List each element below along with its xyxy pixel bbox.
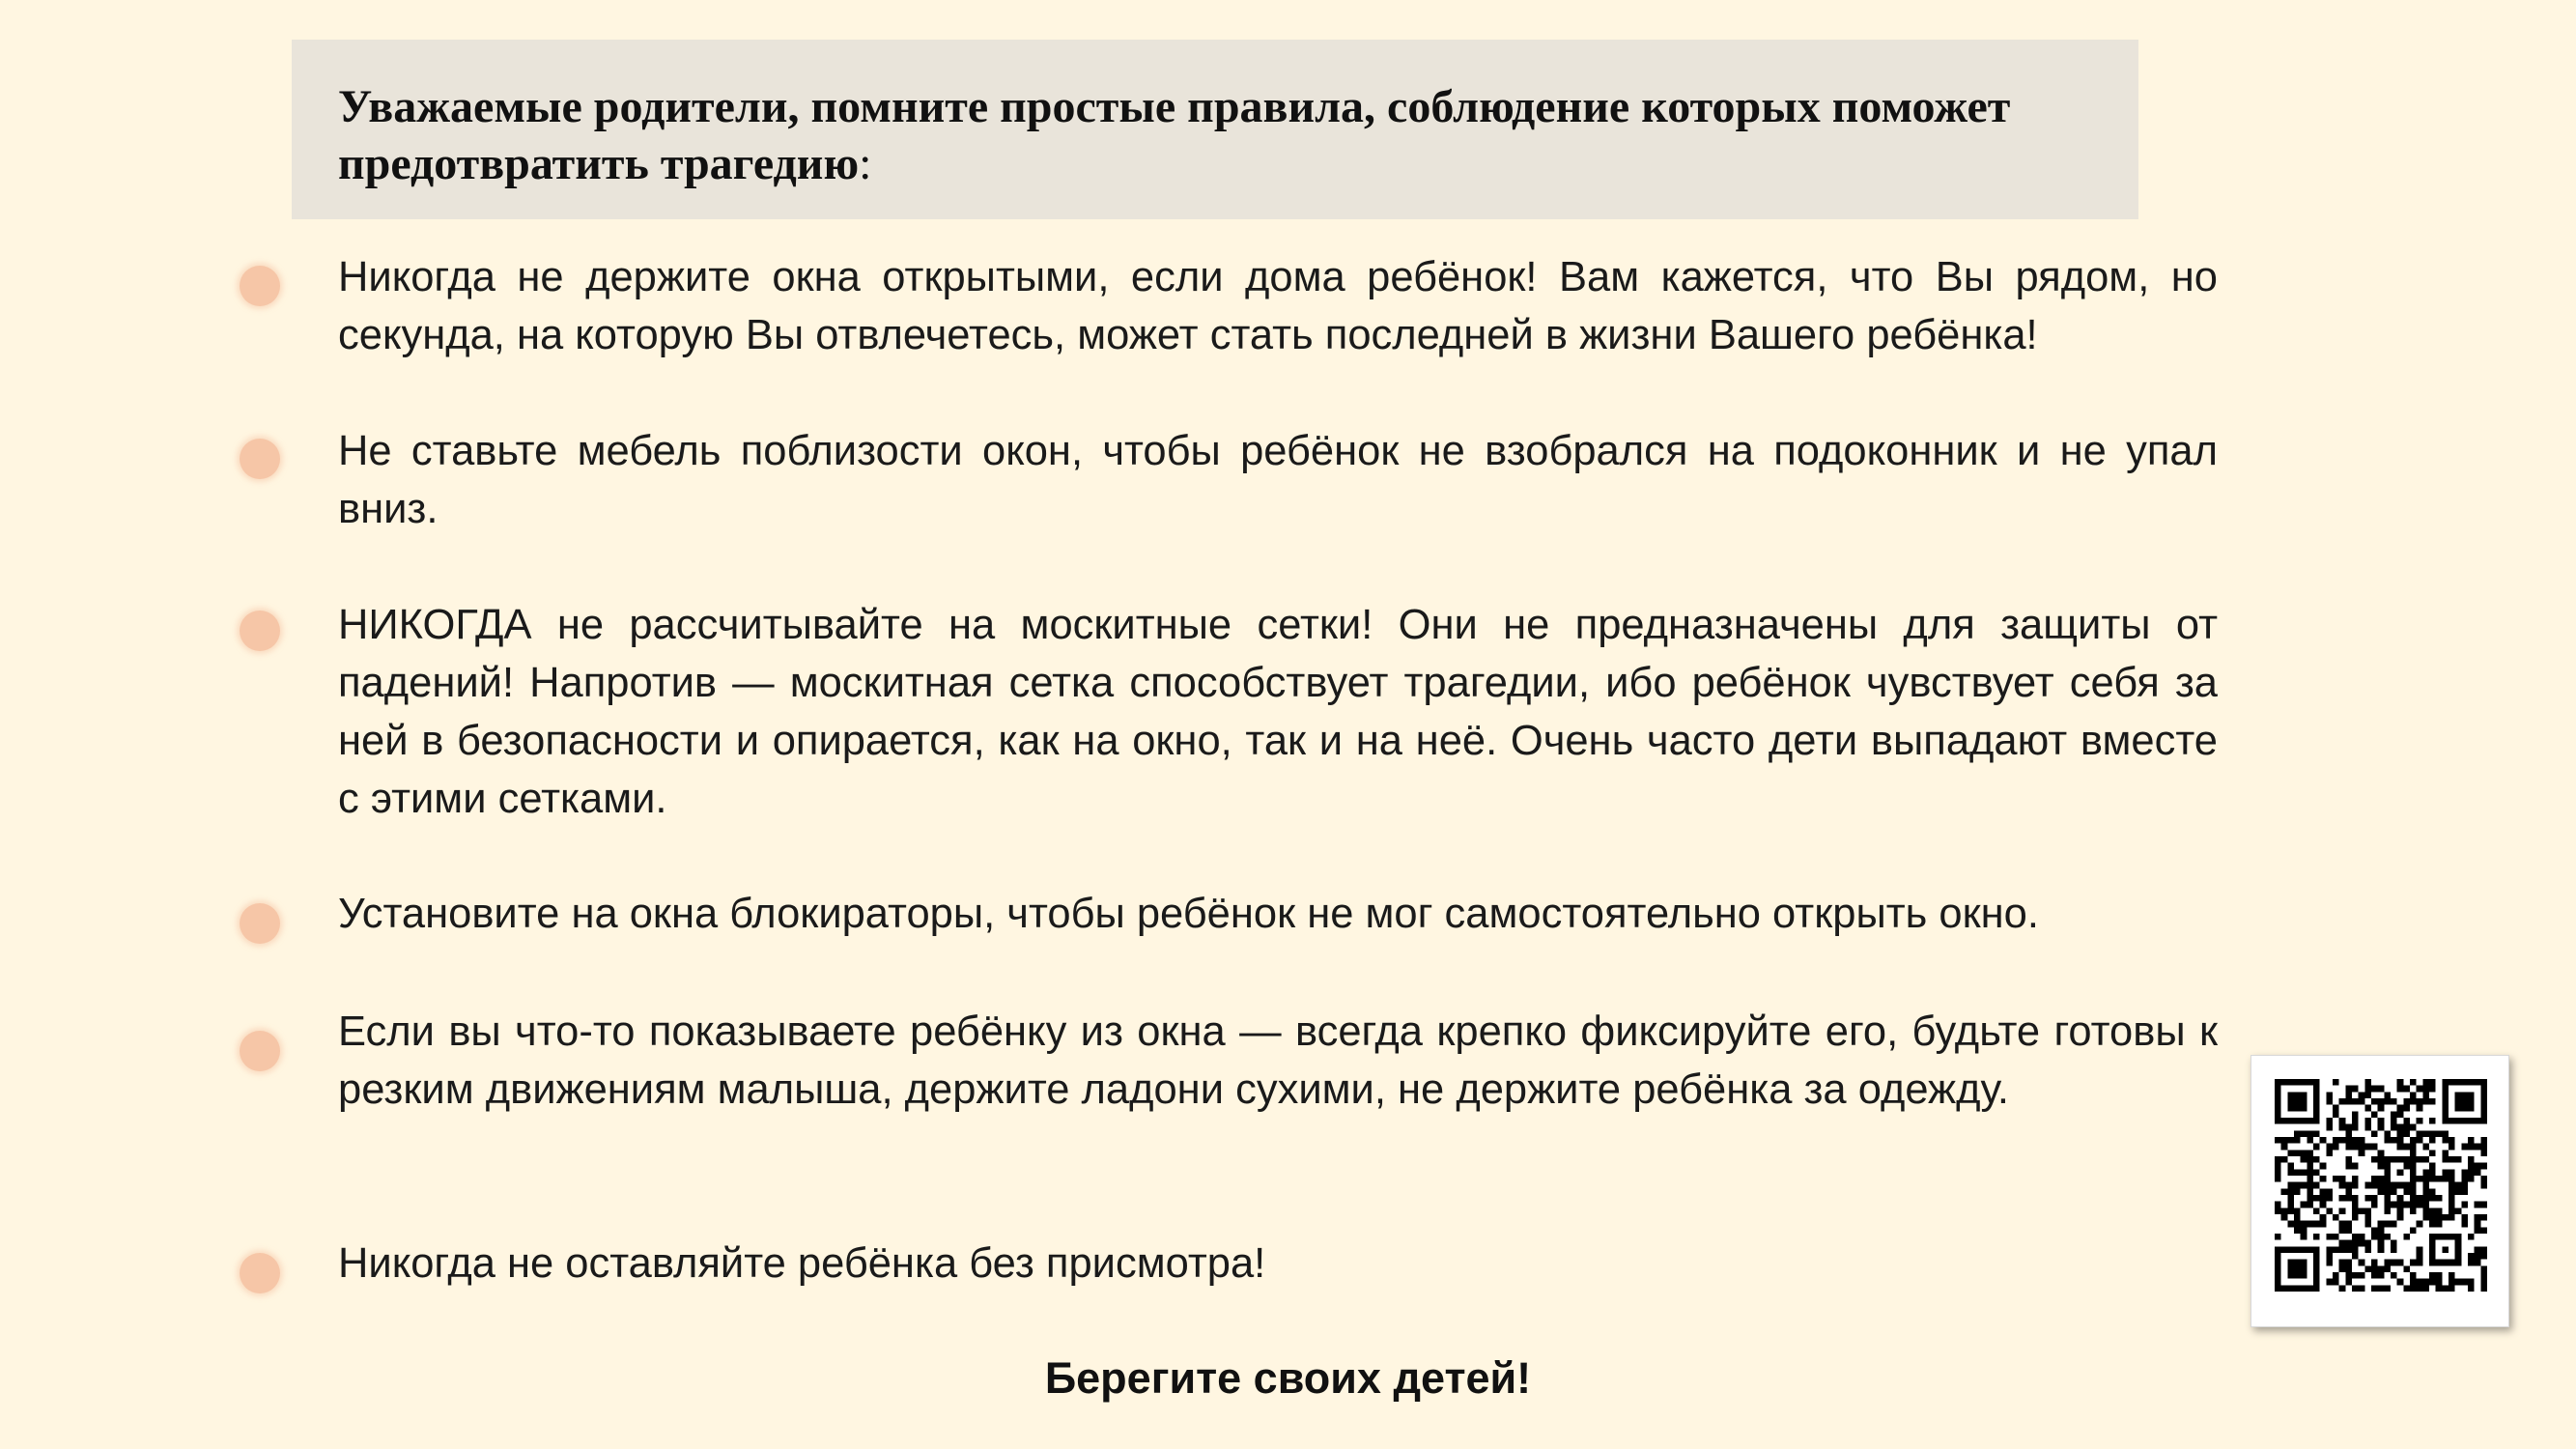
header-title-text: Уважаемые родители, помните простые правила, соблюдение которых поможет предотвратить трагедию [338,81,2011,189]
header-title-colon: : [859,138,872,189]
bullet-dot-icon [240,611,280,651]
bullet-dot-icon [240,266,280,306]
rule-item: НИКОГДА не рассчитывайте на москитные сетки! Они не предназначены для защиты от падений! Напротив — москитная сетка способствует трагедии, ибо ребёнок чувствует себя за ней в безопасности и опирается, как на окно, так и на неё. Очень часто дети выпадают вместе с этими сетками. [338,602,2218,822]
rule-item: Если вы что-то показываете ребёнку из окна — всегда крепко фиксируйте его, будьте готовы к резким движениям малыша, держите ладони сухими, не держите ребёнка за одежду. [338,1009,2218,1113]
rule-item: Установите на окна блокираторы, чтобы ребёнок не мог самостоятельно открыть окно. [338,891,2039,937]
footer-slogan: Берегите своих детей! [1044,1353,1532,1403]
bullet-dot-icon [240,1031,280,1071]
bullet-dot-icon [240,439,280,479]
rule-item: Не ставьте мебель поблизости окон, чтобы ребёнок не взобрался на подоконник и не упал вниз. [338,428,2218,532]
bullet-dot-icon [240,903,280,944]
rule-item: Никогда не оставляйте ребёнка без присмотра! [338,1240,1266,1287]
bullet-dot-icon [240,1253,280,1293]
header-box [292,40,2138,219]
qr-code-card[interactable] [2250,1055,2509,1327]
qr-code-icon [2275,1079,2487,1292]
rule-item: Никогда не держите окна открытыми, если дома ребёнок! Вам кажется, что Вы рядом, но секунда, на которую Вы отвлечетесь, может стать последней в жизни Вашего ребёнка! [338,254,2218,358]
header-title [338,78,2092,192]
